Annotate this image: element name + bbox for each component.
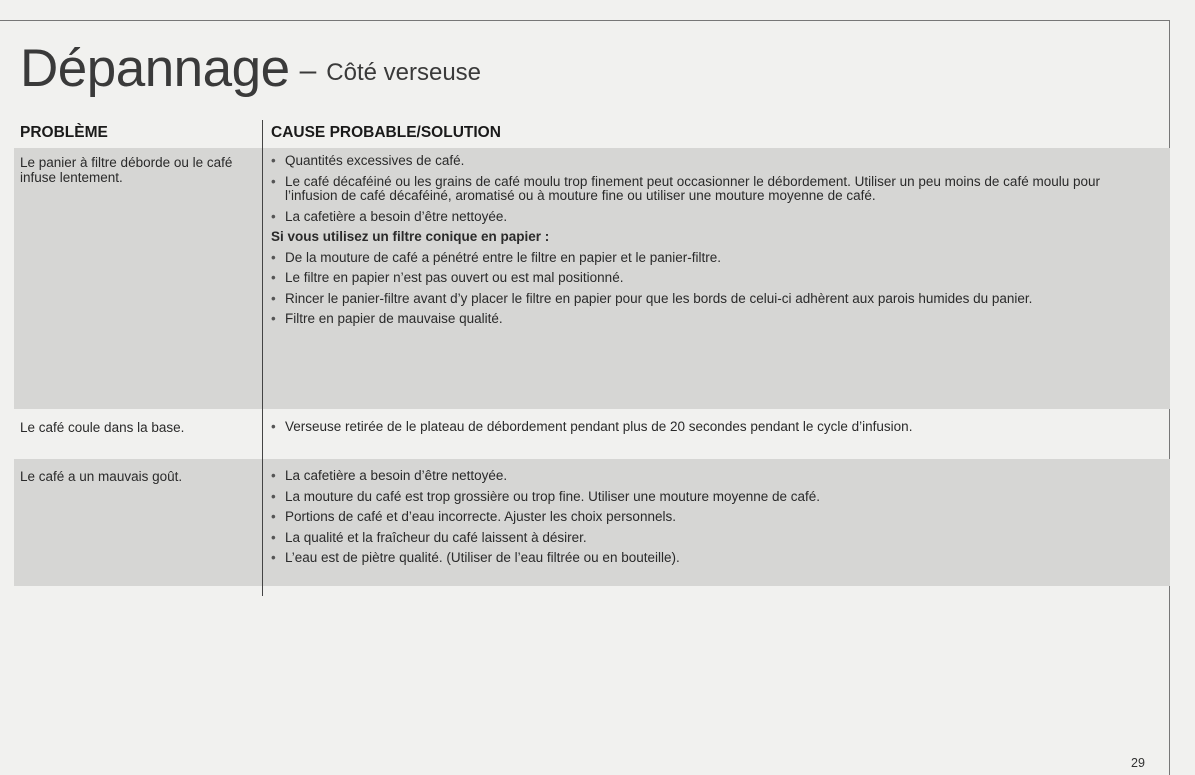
- cause-item: • Le café décaféiné ou les grains de café moulu trop finement peut occasionner le débordement. Utiliser un peu moins de café moulu pour l’infusion de café décaféiné, aromatisé ou à mouture fine ou utiliser une mouture moyenne de café.: [271, 175, 1151, 204]
- table-row: [14, 410, 1170, 457]
- row-problem-text: Le panier à filtre déborde ou le café infuse lentement.: [20, 155, 233, 185]
- cause-item: • Portions de café et d’eau incorrecte. Ajuster les choix personnels.: [271, 510, 1151, 525]
- cause-item: • La cafetière a besoin d’être nettoyée.: [271, 469, 1151, 484]
- page-number: 29: [1131, 756, 1145, 770]
- column-header-problem: PROBLÈME: [20, 124, 108, 141]
- row-causes: [271, 469, 1151, 572]
- row-causes: [271, 154, 1151, 333]
- cause-item: • Filtre en papier de mauvaise qualité.: [271, 312, 1151, 327]
- cause-item: • L’eau est de piètre qualité. (Utiliser de l’eau filtrée ou en bouteille).: [271, 551, 1151, 566]
- cause-item: • Rincer le panier-filtre avant d’y placer le filtre en papier pour que les bords de celui-ci adhèrent aux parois humides du panier.: [271, 292, 1151, 307]
- cause-subheading: Si vous utilisez un filtre conique en papier :: [271, 229, 550, 244]
- row-problem-text: Le café a un mauvais goût.: [20, 469, 183, 484]
- cause-item: • De la mouture de café a pénétré entre le filtre en papier et le panier-filtre.: [271, 251, 1151, 266]
- column-divider: [262, 120, 263, 596]
- row-problem-text: Le café coule dans la base.: [20, 420, 185, 435]
- column-header-cause: CAUSE PROBABLE/SOLUTION: [271, 124, 501, 141]
- frame-top-rule: [0, 20, 1170, 21]
- cause-item: • Verseuse retirée de le plateau de débordement pendant plus de 20 secondes pendant le cycle d’infusion.: [271, 420, 1151, 435]
- table-row: [14, 459, 1170, 586]
- cause-item: • Le filtre en papier n’est pas ouvert ou est mal positionné.: [271, 271, 1151, 286]
- row-causes: [271, 420, 1151, 441]
- cause-item: • La cafetière a besoin d’être nettoyée.: [271, 210, 1151, 225]
- cause-item: • La mouture du café est trop grossière ou trop fine. Utiliser une mouture moyenne de café.: [271, 490, 1151, 505]
- table-row: [14, 148, 1170, 409]
- cause-item: • La qualité et la fraîcheur du café laissent à désirer.: [271, 531, 1151, 546]
- cause-item: • Quantités excessives de café.: [271, 154, 1151, 169]
- page-title: [20, 39, 482, 98]
- title-separator: –: [299, 54, 317, 87]
- title-main: Dépannage: [20, 39, 290, 98]
- title-subtitle: Côté verseuse: [326, 59, 482, 86]
